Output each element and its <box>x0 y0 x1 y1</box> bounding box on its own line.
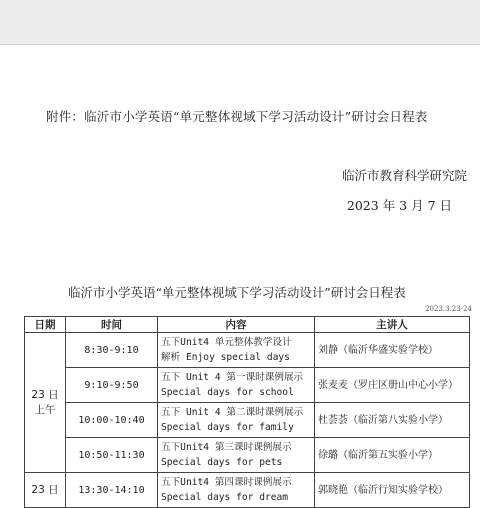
content-line: Special days for dream <box>161 492 289 503</box>
content-line: 五下Unit4 第四课时课例展示 <box>161 477 292 488</box>
schedule-table <box>24 316 470 508</box>
content-cell <box>158 473 315 508</box>
top-bar <box>0 0 480 44</box>
host-cell: 张麦麦（罗庄区册山中心小学） <box>315 368 470 403</box>
content-cell <box>158 403 315 438</box>
time-cell: 10:00-10:40 <box>66 403 158 438</box>
content-cell <box>158 333 315 368</box>
table-row <box>25 403 470 438</box>
table-row <box>25 473 470 508</box>
table-row <box>25 438 470 473</box>
day-label: 23 日 <box>31 388 59 401</box>
host-cell: 杜荟荟（临沂第八实验小学） <box>315 403 470 438</box>
day-cell-2 <box>25 473 66 508</box>
header-day: 日期 <box>25 317 66 333</box>
content-line: 五下 Unit 4 第一课时课例展示 <box>161 372 304 383</box>
content-line: Special days for school <box>161 387 294 398</box>
header-host: 主讲人 <box>315 317 470 333</box>
attachment-heading: 附件：临沂市小学英语“单元整体视域下学习活动设计”研讨会日程表 <box>46 109 428 124</box>
content-line: 五下Unit4 单元整体教学设计 <box>161 337 292 348</box>
schedule-title: 临沂市小学英语“单元整体视域下学习活动设计”研讨会日程表 <box>68 285 406 300</box>
issue-date: 2023 年 3 月 7 日 <box>346 198 452 213</box>
host-cell: 郭晓艳（临沂行知实验学校） <box>315 473 470 508</box>
top-bar-divider <box>0 44 480 45</box>
schedule-date-range: 2023.3.23-24 <box>425 305 472 313</box>
content-cell <box>158 438 315 473</box>
content-line: 解析 Enjoy special days <box>161 352 290 363</box>
header-time: 时间 <box>66 317 158 333</box>
time-cell: 13:30-14:10 <box>66 473 158 508</box>
table-row <box>25 333 470 368</box>
time-cell: 10:50-11:30 <box>66 438 158 473</box>
session-label: 上午 <box>34 403 56 416</box>
content-line: Special days for pets <box>161 457 283 468</box>
content-line: 五下 Unit 4 第二课时课例展示 <box>161 407 304 418</box>
content-line: Special days for family <box>161 422 294 433</box>
host-cell: 徐璐（临沂第五实验小学） <box>315 438 470 473</box>
time-cell: 9:10-9:50 <box>66 368 158 403</box>
day-label: 23 日 <box>31 483 59 496</box>
content-cell <box>158 368 315 403</box>
header-content: 内容 <box>158 317 315 333</box>
table-header-row <box>25 317 470 333</box>
table-row <box>25 368 470 403</box>
content-line: 五下Unit4 第三课时课例展示 <box>161 442 292 453</box>
time-cell: 8:30-9:10 <box>66 333 158 368</box>
day-cell-1 <box>25 333 66 473</box>
host-cell: 刘静（临沂华盛实验学校） <box>315 333 470 368</box>
organization-name: 临沂市教育科学研究院 <box>341 168 467 183</box>
